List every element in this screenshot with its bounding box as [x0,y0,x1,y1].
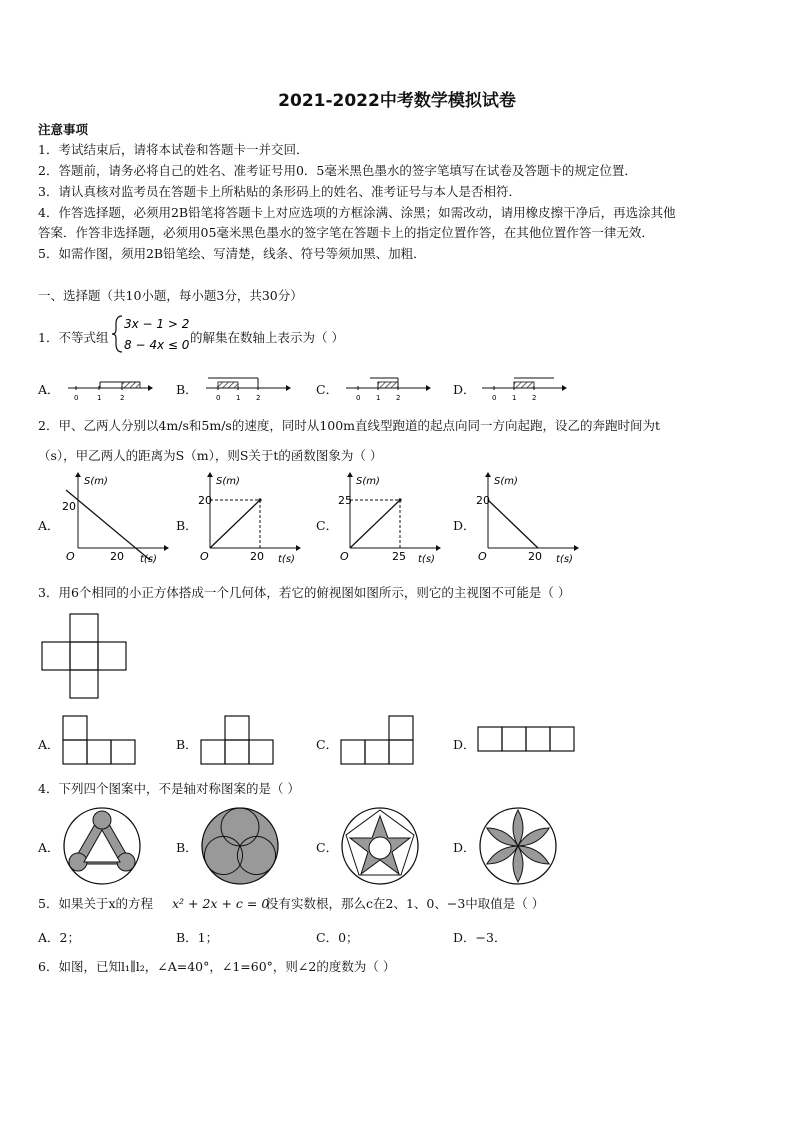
svg-text:2: 2 [120,394,125,402]
svg-text:20: 20 [198,494,212,507]
q5-equation: x² + 2x + c = 0 [172,896,270,911]
graph-b [198,472,302,568]
q5-option-b[interactable]: B．1； [176,930,219,945]
q1-option-b[interactable]: B． [176,382,198,397]
graph-a [58,472,170,568]
notice-item: 4．作答选择题，必须用2B铅笔将答题卡上对应选项的方框涂满、涂黑；如需改动，请用橡皮擦干净后，再选涂其他 [38,205,676,220]
notice-item: 5．如需作图，须用2B铅笔绘、写清楚，线条、符号等须加黑、加粗． [38,246,426,261]
svg-text:0: 0 [74,394,79,402]
exam-title: 2021-2022中考数学模拟试卷 [278,91,516,111]
q3-text: 3．用6个相同的小正方体搭成一个几何体，若它的俯视图如图所示，则它的主视图不可能是（ ） [38,585,571,600]
number-line-c [342,374,432,402]
pattern-a [62,806,142,886]
pattern-c [340,806,420,886]
q3-option-c[interactable]: C． [316,737,339,752]
svg-text:20: 20 [528,550,542,563]
q3-option-b[interactable]: B． [176,737,198,752]
notice-item: 2．答题前，请务必将自己的姓名、准考证号用0．5毫米黑色墨水的签字笔填写在试卷及答题卡的规定位置． [38,163,637,178]
notice-heading: 注意事项 [38,122,89,137]
q5-option-a[interactable]: A．2； [38,930,80,945]
q6-text: 6．如图，已知l₁∥l₂，∠A=40°，∠1=60°，则∠2的度数为（ ） [38,959,396,974]
svg-text:1: 1 [512,394,517,402]
svg-text:S(m): S(m) [84,476,108,487]
inequality-2: 8 − 4x ≤ 0 [124,338,190,352]
notice-item: 3．请认真核对监考员在答题卡上所粘贴的条形码上的姓名、准考证号与本人是否相符． [38,184,521,199]
graph-d [476,472,580,568]
inequality-system [112,312,192,356]
q1-option-c[interactable]: C． [316,382,339,397]
q2-option-b[interactable]: B． [176,518,198,533]
pattern-b [200,806,280,886]
q4-option-a[interactable]: A． [38,840,60,855]
q4-option-d[interactable]: D． [453,840,476,855]
svg-text:t(s): t(s) [556,554,573,565]
front-view-c [340,714,418,768]
svg-text:0: 0 [492,394,497,402]
q2-line-2: （s），甲乙两人的距离为S（m），则S关于t的函数图象为（ ） [38,448,383,463]
number-line-b [202,374,292,402]
svg-text:t(s): t(s) [418,554,435,565]
svg-text:O: O [200,550,209,563]
q5-option-d[interactable]: D．−3． [453,930,507,945]
q2-option-c[interactable]: C． [316,518,339,533]
svg-text:20: 20 [110,550,124,563]
q1-prefix: 1．不等式组 [38,330,109,345]
q3-option-d[interactable]: D． [453,737,476,752]
svg-text:O: O [340,550,349,563]
svg-text:t(s): t(s) [140,554,157,565]
q4-option-c[interactable]: C． [316,840,339,855]
svg-text:1: 1 [376,394,381,402]
q1-option-a[interactable]: A． [38,382,60,397]
number-line-a [64,374,154,402]
svg-text:O: O [66,550,75,563]
q1-option-d[interactable]: D． [453,382,476,397]
notice-item: 答案．作答非选择题，必须用05毫米黑色墨水的签字笔在答题卡上的指定位置作答，在其他位置作答一律无效． [38,225,654,240]
number-line-d [478,374,568,402]
svg-text:25: 25 [392,550,406,563]
q4-text: 4．下列四个图案中，不是轴对称图案的是（ ） [38,781,300,796]
notice-item: 1．考试结束后，请将本试卷和答题卡一并交回． [38,142,309,157]
svg-text:S(m): S(m) [356,476,380,487]
q1-suffix: 的解集在数轴上表示为（ ） [190,330,344,345]
top-view-figure [40,612,130,700]
q5-option-c[interactable]: C．0； [316,930,359,945]
svg-text:25: 25 [338,494,352,507]
svg-text:O: O [478,550,487,563]
q5-prefix: 5．如果关于x的方程 [38,896,154,911]
front-view-b [200,714,278,768]
graph-c [338,472,442,568]
q4-option-b[interactable]: B． [176,840,198,855]
pattern-d [478,806,558,886]
svg-text:1: 1 [97,394,102,402]
svg-text:20: 20 [250,550,264,563]
svg-text:0: 0 [356,394,361,402]
q2-line-1: 2．甲、乙两人分别以4m/s和5m/s的速度，同时从100m直线型跑道的起点向同一方向起跑，设乙的奔跑时间为t [38,418,661,433]
q5-suffix: 没有实数根，那么c在2、1、0、−3中取值是（ ） [266,896,545,911]
front-view-d [476,724,580,754]
q2-option-a[interactable]: A． [38,518,60,533]
svg-text:20: 20 [476,494,490,507]
inequality-1: 3x − 1 > 2 [124,317,190,331]
section-heading: 一、选择题（共10小题，每小题3分，共30分） [38,288,303,303]
svg-text:t(s): t(s) [278,554,295,565]
q2-option-d[interactable]: D． [453,518,476,533]
q3-option-a[interactable]: A． [38,737,60,752]
front-view-a [62,714,140,768]
svg-text:20: 20 [62,500,76,513]
svg-text:2: 2 [532,394,537,402]
svg-text:S(m): S(m) [216,476,240,487]
svg-text:S(m): S(m) [494,476,518,487]
svg-text:2: 2 [256,394,261,402]
svg-text:1: 1 [236,394,241,402]
svg-text:0: 0 [216,394,221,402]
svg-text:2: 2 [396,394,401,402]
